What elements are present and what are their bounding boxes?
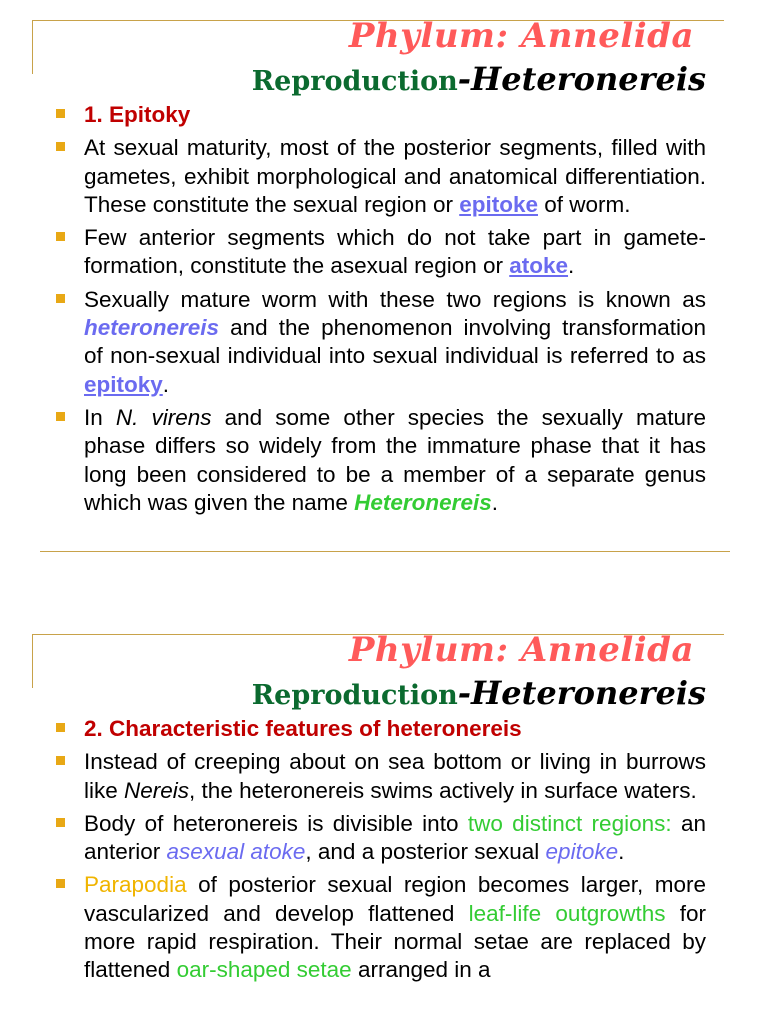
subtitle-heteronereis: -Heteronereis <box>457 674 706 712</box>
text: an anterior <box>84 810 706 865</box>
slide-title: Phylum: Annelida <box>348 16 694 56</box>
list-item <box>52 101 706 129</box>
list-item <box>52 134 706 219</box>
text: Few anterior segments which do not take part in gamete-formation, constitute the asexual region or <box>84 225 706 279</box>
term-genus-heteronereis: Heteronereis <box>354 489 492 515</box>
bullet-list <box>52 101 706 522</box>
text: and the phenomenon involving transformation of non-sexual individual into sexual individual is referred to as <box>84 315 706 369</box>
frame-left-line <box>32 634 33 688</box>
text: and some other species the sexually mature phase differs so widely from the immature phase that it has long been considered to be a member of a separate genus which was given the name <box>84 404 706 515</box>
term-asexual-atoke: asexual atoke <box>166 839 306 865</box>
text: for more rapid respiration. Their normal setae are replaced by flattened <box>84 900 706 983</box>
list-item <box>52 810 706 867</box>
list-item <box>52 715 706 743</box>
text: . <box>618 839 625 865</box>
slide-2 <box>0 614 768 1024</box>
list-item <box>52 404 706 517</box>
text: . <box>568 253 575 279</box>
subtitle-reproduction: Reproduction <box>251 680 458 711</box>
term-two-regions: two distinct regions: <box>467 810 672 836</box>
bullet-list <box>52 715 706 990</box>
section-heading: 2. Characteristic features of heteronereis <box>84 716 522 741</box>
list-item <box>52 224 706 281</box>
text: , the heteronereis swims actively in surface waters. <box>189 777 697 803</box>
text: In <box>84 404 116 430</box>
term-parapodia: Parapodia <box>84 872 187 898</box>
term-heteronereis: heteronereis <box>84 315 220 341</box>
text: . <box>162 371 170 397</box>
list-item <box>52 871 706 984</box>
text: of worm. <box>538 191 631 217</box>
section-heading: 1. Epitoky <box>84 102 191 127</box>
text: arranged in a <box>351 957 491 983</box>
text: Body of heteronereis is divisible into <box>84 810 468 836</box>
text: . <box>491 489 498 515</box>
species-name: N. virens <box>115 404 212 430</box>
subtitle-heteronereis: -Heteronereis <box>457 60 706 98</box>
frame-bottom-line <box>40 551 730 552</box>
slide-subtitle <box>252 60 706 98</box>
slide-subtitle <box>252 674 706 712</box>
text: , and a posterior sexual <box>305 839 546 865</box>
genus-nereis: Nereis <box>124 777 190 803</box>
text: At sexual maturity, most of the posterior segments, filled with gametes, exhibit morphological and anatomical differentiation. These constitute the sexual region or <box>84 135 706 217</box>
term-epitoke: epitoke <box>459 191 538 217</box>
term-atoke: atoke <box>509 253 569 279</box>
term-leaf-outgrowths: leaf-life outgrowths <box>468 900 666 926</box>
text: of posterior sexual region becomes larger, more vascularized and develop flattened <box>84 872 706 926</box>
list-item <box>52 748 706 805</box>
term-epitoky: epitoky <box>84 371 163 397</box>
list-item <box>52 286 706 399</box>
slide-title: Phylum: Annelida <box>348 630 694 670</box>
term-oar-setae: oar-shaped setae <box>176 957 352 983</box>
text: Sexually mature worm with these two regions is known as <box>84 286 706 312</box>
subtitle-reproduction: Reproduction <box>251 66 458 97</box>
text: Instead of creeping about on sea bottom or living in burrows like <box>84 749 706 803</box>
term-epitoke: epitoke <box>545 839 619 865</box>
frame-left-line <box>32 20 33 74</box>
